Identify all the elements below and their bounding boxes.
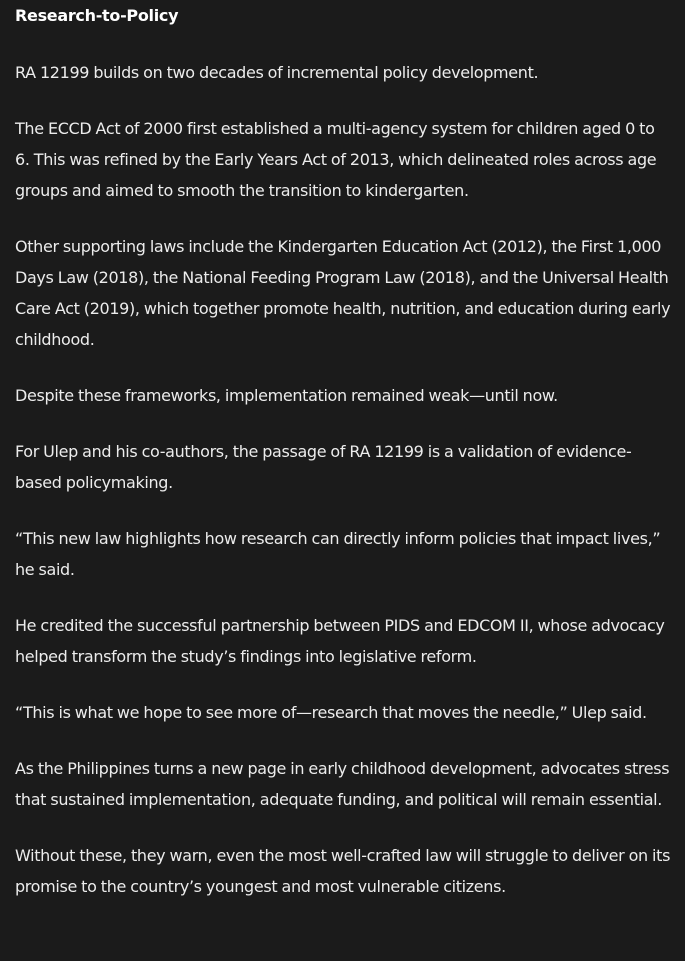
paragraph-1: RA 12199 builds on two decades of incremental policy development.	[15, 63, 539, 82]
paragraph-9: As the Philippines turns a new page in early childhood development, advocates stress that sustained implementation, adequate funding, and political will remain essential.	[15, 759, 670, 809]
section-heading: Research-to-Policy	[15, 6, 179, 25]
paragraph-6: “This new law highlights how research can directly inform policies that impact lives,” he said.	[15, 529, 661, 579]
paragraph-3: Other supporting laws include the Kindergarten Education Act (2012), the First 1,000 Days Law (2018), the National Feeding Program Law (2018), and the Universal Health Care Act (2019), which together promote health, nutrition, and education during early childhood.	[15, 237, 671, 349]
paragraph-5: For Ulep and his co-authors, the passage of RA 12199 is a validation of evidence-based policymaking.	[15, 442, 632, 492]
paragraph-2: The ECCD Act of 2000 first established a multi-agency system for children aged 0 to 6. This was refined by the Early Years Act of 2013, which delineated roles across age groups and aimed to smooth the transition to kindergarten.	[15, 119, 657, 200]
paragraph-8: “This is what we hope to see more of—research that moves the needle,” Ulep said.	[15, 703, 647, 722]
paragraph-7: He credited the successful partnership between PIDS and EDCOM II, whose advocacy helped transform the study’s findings into legislative reform.	[15, 616, 665, 666]
paragraph-4: Despite these frameworks, implementation remained weak—until now.	[15, 386, 558, 405]
paragraph-10: Without these, they warn, even the most well-crafted law will struggle to deliver on its promise to the country’s youngest and most vulnerable citizens.	[15, 846, 671, 896]
